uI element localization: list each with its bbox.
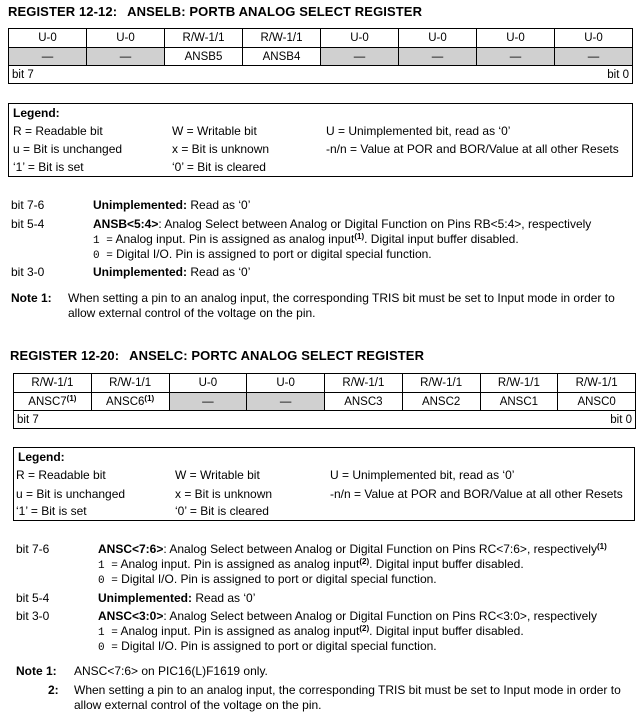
- bitname-4: ANSB4: [243, 48, 321, 66]
- legend-unimplemented: U = Unimplemented bit, read as ‘0’: [330, 468, 515, 482]
- bit-high-label: bit 7: [12, 68, 34, 81]
- desc-unimplemented-7-6: Unimplemented: Read as ‘0’: [93, 198, 251, 212]
- bit-high-label: bit 7: [17, 413, 39, 426]
- register-name: ANSELC: PORTC ANALOG SELECT REGISTER: [129, 348, 425, 363]
- legend-unchanged: u = Bit is unchanged: [13, 142, 123, 156]
- note-label: 2:: [48, 683, 59, 697]
- bitname-7: ANSC7$^{(1)}$: [14, 393, 92, 411]
- legend-title: Legend:: [18, 450, 65, 464]
- legend-bit-set: ‘1’ = Bit is set: [13, 160, 84, 174]
- bit-low-label: bit 0: [607, 68, 629, 81]
- desc-ansc-3-0: ANSC<3:0>: Analog Select between Analog or Digital Function on Pins RC<3:0>, respectively: [98, 609, 597, 623]
- desc-option-1: 1 = Analog input. Pin is assigned as analog input$^{(2)}$. Digital input buffer disabled.: [98, 624, 524, 639]
- access-bit6: R/W-1/1: [91, 374, 169, 393]
- access-bit6: U-0: [87, 29, 165, 48]
- note1-text: ANSC<7:6> on PIC16(L)F1619 only.: [74, 664, 268, 678]
- access-bit4: R/W-1/1: [243, 29, 321, 48]
- desc-bits-label: bit 7-6: [11, 198, 45, 212]
- access-bit5: R/W-1/1: [165, 29, 243, 48]
- bitname-5: —: [169, 393, 247, 411]
- legend-bit-cleared: ‘0’ = Bit is cleared: [175, 504, 269, 518]
- bitname-7: —: [9, 48, 87, 66]
- register-table-anselc: [13, 373, 636, 429]
- bitname-2: ANSC2: [402, 393, 480, 411]
- legend-readable: R = Readable bit: [13, 124, 103, 138]
- legend-box-anselc: [13, 447, 635, 521]
- bitname-3: ANSC3: [325, 393, 403, 411]
- desc-ansc-7-6: ANSC<7:6>: Analog Select between Analog or Digital Function on Pins RC<7:6>, respectively$^{(1)}$: [98, 542, 607, 556]
- legend-reset-value: -n/n = Value at POR and BOR/Value at all other Resets: [330, 487, 623, 501]
- access-bit7: R/W-1/1: [14, 374, 92, 393]
- desc-bits-label: bit 3-0: [16, 609, 50, 623]
- desc-unimplemented-5-4: Unimplemented: Read as ‘0’: [98, 591, 256, 605]
- legend-writable: W = Writable bit: [175, 468, 260, 482]
- access-bit5: U-0: [169, 374, 247, 393]
- desc-bits-label: bit 7-6: [16, 542, 50, 556]
- legend-title: Legend:: [13, 106, 60, 120]
- note2-text-line1: When setting a pin to an analog input, the corresponding TRIS bit must be set to Input mode in order to: [74, 683, 621, 697]
- bitname-1: —: [477, 48, 555, 66]
- desc-option-1: 1 = Analog input. Pin is assigned as analog input$^{(1)}$. Digital input buffer disabled.: [93, 232, 519, 247]
- access-bit0: R/W-1/1: [558, 374, 636, 393]
- note-text-line1: When setting a pin to an analog input, the corresponding TRIS bit must be set to Input mode in order to: [68, 291, 615, 305]
- bitname-5: ANSB5: [165, 48, 243, 66]
- note-text-line2: allow external control of the voltage on the pin.: [68, 306, 316, 320]
- desc-bits-label: bit 5-4: [16, 591, 50, 605]
- register-number: REGISTER 12-20:: [10, 348, 120, 363]
- legend-unimplemented: U = Unimplemented bit, read as ‘0’: [326, 124, 511, 138]
- register-number: REGISTER 12-12:: [8, 4, 118, 19]
- bitname-0: —: [555, 48, 633, 66]
- bit-low-label: bit 0: [610, 413, 632, 426]
- legend-unknown: x = Bit is unknown: [172, 142, 270, 156]
- access-bit3: U-0: [321, 29, 399, 48]
- bitname-1: ANSC1: [480, 393, 558, 411]
- legend-box-anselb: [8, 103, 633, 177]
- access-bit2: U-0: [399, 29, 477, 48]
- desc-option-0: 0 = Digital I/O. Pin is assigned to port or digital special function.: [98, 639, 437, 654]
- access-bit1: U-0: [477, 29, 555, 48]
- access-bit7: U-0: [9, 29, 87, 48]
- desc-option-0: 0 = Digital I/O. Pin is assigned to port or digital special function.: [98, 572, 437, 587]
- bitname-6: —: [87, 48, 165, 66]
- desc-unimplemented-3-0: Unimplemented: Read as ‘0’: [93, 265, 251, 279]
- note2-text-line2: allow external control of the voltage on the pin.: [74, 698, 322, 712]
- desc-option-1: 1 = Analog input. Pin is assigned as analog input$^{(2)}$. Digital input buffer disabled.: [98, 557, 524, 572]
- access-bit2: R/W-1/1: [402, 374, 480, 393]
- note-label: Note 1:: [16, 664, 57, 678]
- legend-bit-set: ‘1’ = Bit is set: [16, 504, 87, 518]
- register-table-anselb: [8, 28, 633, 84]
- access-bit4: U-0: [247, 374, 325, 393]
- register-name: ANSELB: PORTB ANALOG SELECT REGISTER: [127, 4, 423, 19]
- desc-bits-label: bit 5-4: [11, 217, 45, 231]
- access-bit1: R/W-1/1: [480, 374, 558, 393]
- legend-unchanged: u = Bit is unchanged: [16, 487, 126, 501]
- desc-option-0: 0 = Digital I/O. Pin is assigned to port or digital special function.: [93, 247, 432, 262]
- access-bit0: U-0: [555, 29, 633, 48]
- bitname-4: —: [247, 393, 325, 411]
- desc-bits-label: bit 3-0: [11, 265, 45, 279]
- legend-bit-cleared: ‘0’ = Bit is cleared: [172, 160, 266, 174]
- bitname-6: ANSC6$^{(1)}$: [91, 393, 169, 411]
- desc-ansb-5-4: ANSB<5:4>: Analog Select between Analog or Digital Function on Pins RB<5:4>, respectively: [93, 217, 592, 231]
- legend-readable: R = Readable bit: [16, 468, 106, 482]
- register-title-anselc: [10, 348, 424, 363]
- legend-writable: W = Writable bit: [172, 124, 257, 138]
- bitname-3: —: [321, 48, 399, 66]
- access-bit3: R/W-1/1: [325, 374, 403, 393]
- legend-unknown: x = Bit is unknown: [175, 487, 273, 501]
- note-label: Note 1:: [11, 291, 52, 305]
- register-title-anselb: [8, 4, 422, 19]
- bitname-0: ANSC0: [558, 393, 636, 411]
- bitname-2: —: [399, 48, 477, 66]
- legend-reset-value: -n/n = Value at POR and BOR/Value at all other Resets: [326, 142, 619, 156]
